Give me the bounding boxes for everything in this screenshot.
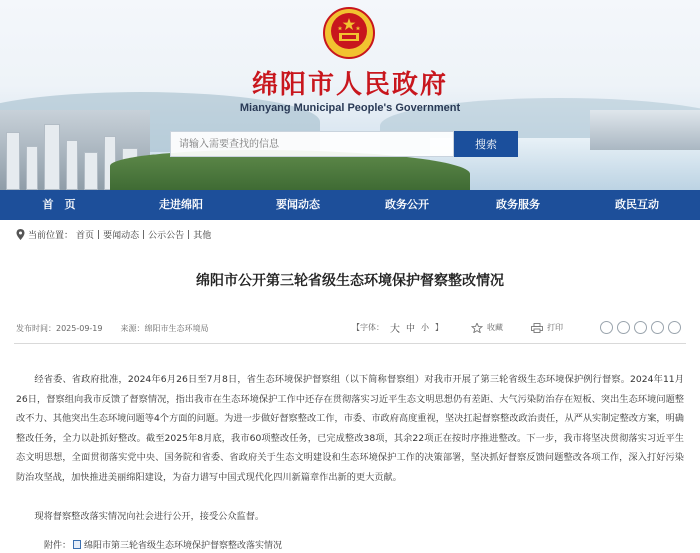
article-tools — [352, 320, 563, 335]
breadcrumb-separator: | — [97, 229, 101, 240]
main-nav — [0, 190, 700, 220]
share-qq-icon[interactable] — [634, 321, 647, 334]
print-button[interactable] — [531, 322, 563, 333]
nav-item-gov-service[interactable]: 政务服务 — [496, 198, 540, 211]
font-size-medium[interactable]: 中 — [406, 324, 416, 334]
breadcrumb — [16, 228, 211, 241]
article-title: 绵阳市公开第三轮省级生态环境保护督察整改情况 — [196, 273, 504, 289]
breadcrumb-item-home[interactable]: 首页 — [76, 231, 95, 241]
article-paragraph: 现将督察整改落实情况向社会进行公开，接受公众监督。 — [34, 511, 265, 522]
publish-date: 发布时间：2025-09-19 — [16, 324, 103, 333]
breadcrumb-prefix: 当前位置： — [28, 231, 74, 241]
article-meta — [16, 323, 209, 334]
star-icon — [471, 323, 483, 333]
search-button[interactable]: 搜索 — [454, 131, 518, 157]
share-wechat-icon[interactable] — [600, 321, 613, 334]
banner-city — [590, 110, 700, 150]
location-pin-icon — [16, 229, 25, 240]
breadcrumb-separator: | — [142, 229, 146, 240]
share-qzone-icon[interactable] — [651, 321, 664, 334]
breadcrumb-item-news[interactable]: 要闻动态 — [103, 231, 140, 241]
font-size-close: 】 — [435, 323, 444, 332]
nav-item-interaction[interactable]: 政民互动 — [615, 198, 659, 211]
favorite-label: 收藏 — [487, 323, 504, 332]
attachment-label: 附件： — [44, 541, 72, 551]
print-label: 打印 — [547, 323, 564, 332]
article-body — [16, 370, 684, 487]
article-source: 来源：绵阳市生态环境局 — [120, 324, 209, 333]
breadcrumb-separator: | — [187, 229, 191, 240]
article-paragraph: 经省委、省政府批准，2024年6月26日至7月8日，省生态环境保护督察组（以下简称督察组）对我市开展了第三轮省级生态环境保护例行督察。2024年11月26日，督察组向我市反馈了督察情况，指出我市在生态环境保护工作中还存在贯彻落实习近平生态文明思想仍有差距、大气污染防治存在短板、突出生态环境问题整改不力、其他突出生态环境问题等4个方面的问题。为进一步做好督察整改工作，市委、市政府高度重视，坚决扛起督察整改政治责任，从严从实制定整改方案，明确整改任务，全力以赴抓好整改。截至2025年8月底，我市60项整改任务，已完成整改38项，其余22项正在按时序推进整改。下一步，我市将坚决贯彻落实习近平生态文明思想，全面贯彻落实党中央、国务院和省委、省政府关于生态文明建设和生态环境保护工作的决策部署，坚决抓好督察反馈问题整改各项工作，深入打好污染防治攻坚战，加快推进美丽绵阳建设，为奋力谱写中国式现代化四川新篇章作出新的更大贡献。 — [16, 374, 684, 483]
attachment — [44, 538, 282, 551]
breadcrumb-item-notices[interactable]: 公示公告 — [148, 231, 185, 241]
nav-item-news[interactable]: 要闻动态 — [276, 198, 320, 211]
share-more-icon[interactable] — [668, 321, 681, 334]
nav-item-about[interactable]: 走进绵阳 — [159, 198, 203, 211]
font-size-small[interactable]: 小 — [421, 323, 430, 332]
font-size-large[interactable]: 大 — [390, 324, 400, 335]
favorite-button[interactable] — [471, 322, 503, 333]
nav-item-home[interactable]: 首 页 — [42, 198, 76, 211]
share-buttons — [600, 321, 681, 334]
share-weibo-icon[interactable] — [617, 321, 630, 334]
attachment-link[interactable]: 绵阳市第三轮省级生态环境保护督察整改落实情况 — [84, 541, 283, 551]
site-subtitle: Mianyang Municipal People's Government — [239, 102, 461, 114]
header-banner — [0, 0, 700, 190]
font-size-selector — [352, 320, 443, 335]
meta-divider — [14, 343, 686, 344]
breadcrumb-item-other[interactable]: 其他 — [193, 231, 212, 241]
national-emblem-icon — [322, 6, 376, 60]
document-icon — [73, 540, 81, 549]
font-size-label: 【字体： — [352, 323, 384, 332]
search-input[interactable] — [170, 131, 454, 157]
nav-item-gov-info[interactable]: 政务公开 — [385, 198, 429, 211]
printer-icon — [531, 323, 543, 333]
site-title: 绵阳市人民政府 — [251, 70, 448, 100]
